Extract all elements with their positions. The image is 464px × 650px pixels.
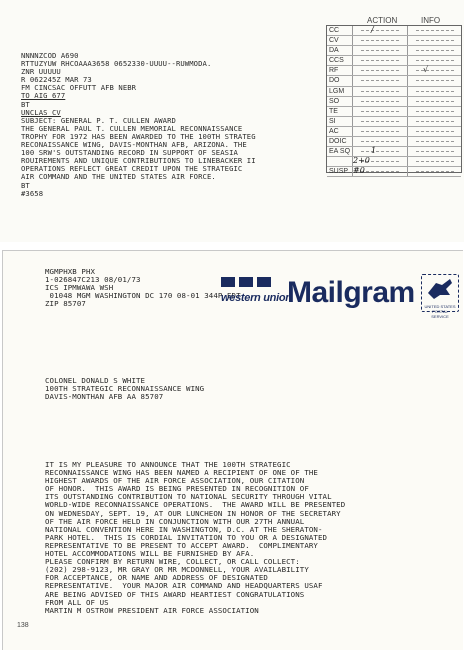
routing-label: SI xyxy=(329,117,336,125)
message-line: R 062245Z MAR 73 xyxy=(21,75,92,85)
routing-cell xyxy=(407,127,462,136)
mailgram-brand: Mailgram xyxy=(287,276,415,309)
routing-row xyxy=(327,56,461,66)
routing-row xyxy=(327,167,461,177)
routing-cell xyxy=(352,127,407,136)
body-line: HOTEL ACCOMMODATIONS WILL BE FURNISHED BY AFA. xyxy=(45,549,255,559)
routing-row xyxy=(327,127,461,137)
page-separator xyxy=(0,242,464,250)
usps-seal xyxy=(421,274,459,319)
body-line: ARE BEING ADVISED OF THIS AWARD HEARTIEST CONGRATULATIONS xyxy=(45,589,305,599)
routing-row xyxy=(327,36,461,46)
routing-label: DO xyxy=(329,77,340,85)
routing-row xyxy=(327,76,461,86)
routing-row xyxy=(327,137,461,147)
routing-label: CCS xyxy=(329,57,344,65)
body-line: WORLD-WIDE RECONNAISSANCE OPERATIONS. THE AWARD WILL BE PRESENTED xyxy=(45,500,346,510)
routing-cell xyxy=(352,147,407,156)
teletype-message-text xyxy=(21,52,256,198)
routing-cell xyxy=(352,36,407,45)
message-line: FM CINCSAC OFFUTT AFB NEBR xyxy=(21,83,137,93)
message-line: 100 SRW'S OUTSTANDING RECORD IN SUPPORT OF SEASIA xyxy=(21,148,238,158)
header-line: 1-026847C213 08/01/73 xyxy=(45,275,141,285)
routing-label: CC xyxy=(329,27,340,34)
routing-label: RF xyxy=(329,67,339,75)
mailgram-header-text xyxy=(45,267,241,307)
western-union-wordmark: western union xyxy=(221,292,292,304)
routing-cell xyxy=(352,56,407,65)
routing-row xyxy=(327,46,461,56)
message-line: BT xyxy=(21,99,30,109)
body-line: FOR ACCEPTANCE, OR NAME AND ADDRESS OF DESIGNATED xyxy=(45,573,268,583)
routing-cell xyxy=(352,46,407,55)
body-line: (202) 298-9123, MR GRAY OR MR MCDONNELL, YOUR AVAILABILITY xyxy=(45,565,309,575)
message-line: RECONAISSANCE WING, DAVIS-MONTHAN AFB, ARIZONA. THE xyxy=(21,140,247,150)
routing-cell xyxy=(407,26,462,35)
message-line: ZNR UUUUU xyxy=(21,67,61,77)
body-line: MARTIN M OSTROW PRESIDENT AIR FORCE ASSOCIATION xyxy=(45,605,259,615)
message-line: OPERATIONS REFLECT GREAT CREDIT UPON THE STRATEGIC xyxy=(21,164,243,174)
message-line: BT xyxy=(21,180,30,190)
message-line: TO AIG 677 xyxy=(21,91,66,101)
routing-label: LGM xyxy=(329,87,345,95)
routing-cell xyxy=(352,76,407,85)
routing-cell xyxy=(352,97,407,106)
mailgram-address xyxy=(45,376,204,400)
handwritten-mark: √ xyxy=(423,65,429,75)
body-line: FROM ALL OF US xyxy=(45,597,109,607)
page-number: 138 xyxy=(17,622,29,629)
message-line: #3658 xyxy=(21,188,44,198)
routing-cell xyxy=(407,107,462,116)
message-line: UNCLAS CV xyxy=(21,107,61,117)
routing-cell xyxy=(407,157,462,166)
body-line: HIGHEST AWARDS OF THE AIR FORCE ASSOCIATION, OUR CITATION xyxy=(45,476,305,486)
routing-cell xyxy=(407,97,462,106)
body-line: ITS OUTSTANDING CONTRIBUTION TO NATIONAL SECURITY THROUGH VITAL xyxy=(45,492,332,502)
message-line: THE GENERAL PAUL T. CULLEN MEMORIAL RECONNAISSANCE xyxy=(21,123,243,133)
body-line: REPRESENTATIVE TO BE PRESENT TO ACCEPT AWARD. COMPLIMENTARY xyxy=(45,540,318,550)
eagle-icon xyxy=(422,275,458,305)
routing-label: TE xyxy=(329,107,338,115)
body-line: ON WEDNESDAY, SEPT. 19, AT OUR LUNCHEON IN HONOR OF THE SECRETARY xyxy=(45,508,341,518)
routing-cell xyxy=(407,76,462,85)
message-line: RTTUZYUW RHCOAAA3658 0652330-UUUU--RUWMODA. xyxy=(21,59,212,69)
header-line: ICS IPMWAWA WSH xyxy=(45,283,114,293)
routing-row xyxy=(327,107,461,117)
body-line: RECONNAISSANCE WING HAS BEEN NAMED A RECIPIENT OF ONE OF THE xyxy=(45,468,318,478)
routing-cell xyxy=(407,87,462,96)
routing-row xyxy=(327,97,461,107)
routing-header-info: INFO xyxy=(421,16,441,25)
routing-label: SUSP xyxy=(329,168,349,176)
body-line: OF HONOR. THIS AWARD IS BEING PRESENTED IN RECOGNITION OF xyxy=(45,484,309,494)
routing-row xyxy=(327,147,461,157)
routing-cell xyxy=(407,66,462,75)
routing-cell xyxy=(352,137,407,146)
routing-row xyxy=(327,87,461,97)
body-line: PLEASE CONFIRM BY RETURN WIRE, COLLECT, OR CALL COLLECT: xyxy=(45,557,300,567)
routing-label: CV xyxy=(329,37,339,45)
message-line: SUBJECT: GENERAL P. T. CULLEN AWARD xyxy=(21,115,176,125)
routing-cell xyxy=(352,26,407,35)
handwritten-mark: 2+0 xyxy=(353,156,370,166)
routing-label: AC xyxy=(329,127,339,135)
handwritten-mark: / xyxy=(371,25,374,34)
message-line: ROUIREMENTS AND UNIQUE CONTRIBUTIONS TO LINEBACKER II xyxy=(21,156,256,166)
routing-label: DOIC xyxy=(329,138,347,146)
routing-label: DA xyxy=(329,47,339,55)
routing-header-action: ACTION xyxy=(367,16,398,25)
address-line: DAVIS-MONTHAN AFB AA 85707 xyxy=(45,392,164,402)
body-line: NATIONAL CONVENTION HERE IN WASHINGTON, D.C. AT THE SHERATON- xyxy=(45,524,323,534)
routing-cell xyxy=(352,66,407,75)
message-line: AIR COMMAND AND THE UNITED STATES AIR FORCE. xyxy=(21,172,216,182)
routing-row xyxy=(327,26,461,36)
routing-cell xyxy=(407,147,462,156)
routing-row xyxy=(327,66,461,76)
header-line: MGMPHXB PHX xyxy=(45,267,96,276)
address-line: COLONEL DONALD S WHITE xyxy=(45,376,146,385)
address-line: 100TH STRATEGIC RECONNAISSANCE WING xyxy=(45,384,205,394)
routing-cell xyxy=(407,137,462,146)
body-line: OF THE AIR FORCE HELD IN CONJUNCTION WITH OUR 27TH ANNUAL xyxy=(45,516,305,526)
routing-cell xyxy=(407,36,462,45)
seal-text: UNITED STATES POSTAL SERVICE xyxy=(424,304,456,319)
header-line: ZIP 85707 xyxy=(45,299,86,309)
routing-cell xyxy=(407,46,462,55)
body-line: REPRESENTATIVE. YOUR MAJOR AIR COMMAND AND HEADQUARTERS USAF xyxy=(45,581,323,591)
routing-cell xyxy=(352,87,407,96)
mailgram-body xyxy=(45,460,345,614)
routing-cell xyxy=(407,167,462,176)
routing-cell xyxy=(352,117,407,126)
teletype-message-sheet xyxy=(0,0,464,242)
routing-label: SO xyxy=(329,97,340,105)
message-line: TROPHY FOR 1972 HAS BEEN AWARDED TO THE 100TH STRATEG xyxy=(21,131,256,141)
routing-grid xyxy=(326,25,462,176)
handwritten-mark: 1 xyxy=(371,146,377,156)
routing-row xyxy=(327,157,461,167)
handwritten-mark: #0 xyxy=(353,166,365,176)
body-line: PARK HOTEL. THIS IS CORDIAL INVITATION TO YOU OR A DESIGNATED xyxy=(45,532,328,542)
routing-label: EA SQ xyxy=(329,148,351,156)
routing-row xyxy=(327,117,461,127)
header-line: 01048 MGM WASHINGTON DC 170 08-01 344P EDT xyxy=(45,291,241,301)
routing-cell xyxy=(352,107,407,116)
routing-cell xyxy=(407,56,462,65)
message-line: NNNNZCOD A690 xyxy=(21,51,79,60)
body-line: IT IS MY PLEASURE TO ANNOUNCE THAT THE 100TH STRATEGIC xyxy=(45,460,291,469)
routing-cell xyxy=(407,117,462,126)
